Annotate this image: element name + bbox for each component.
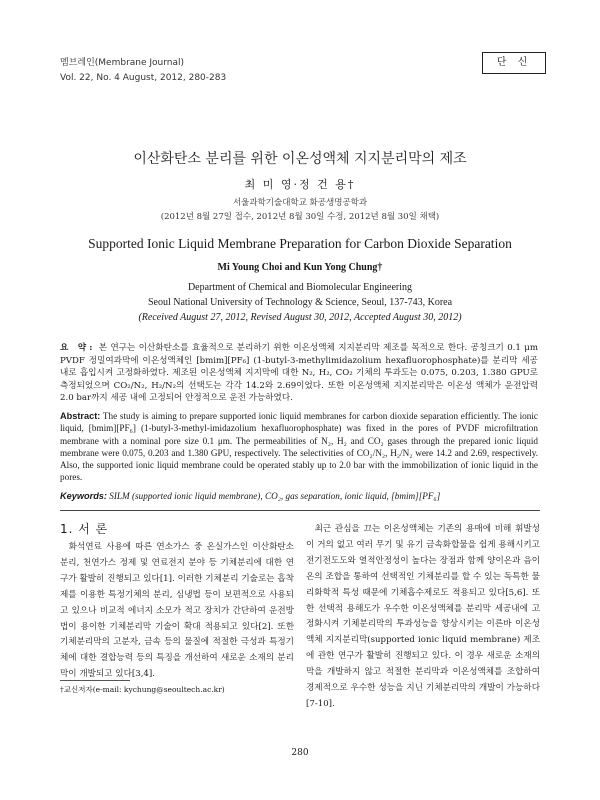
received-dates: (Received August 27, 2012, Revised August 30, 2012, Accepted August 30, 2012) <box>138 312 462 323</box>
korean-title: 이산화탄소 분리를 위한 이온성액체 지지분리막의 제조 <box>133 151 467 167</box>
english-affiliation-block <box>0 280 600 325</box>
section-heading-introduction: 1. 서 론 <box>60 522 109 536</box>
english-title: Supported Ionic Liquid Membrane Preparation for Carbon Dioxide Separation <box>88 236 512 251</box>
intro-paragraph-2: 최근 관심을 끄는 이온성액체는 기존의 용매에 비해 휘발성이 거의 없고 여러 무기 및 유기 금속화합물을 쉽게 용해시키고 전기전도도와 열적안정성이 높다는 장점과 함께 양이온과 음이온의 조합을 통하여 선택적인 기체분리를 할 수 있는 독특한 물리화학적 특성 때문에 기체흡수제로도 적용되고 있다[5,6]. 또한 선택적 용해도가 우수한 이온성액체를 분리막 세공내에 고정화시켜 기체분리막의 투과성능을 향상시키는 이른바 이온성액체 지지분리막(supported ionic liquid membrane) 제조에 관한 연구가 활발히 진행되고 있다. 이 경우 새로운 소재의 막을 개발하지 않고 적절한 분리막과 이온성액체를 조합하여 경제적으로 우수한 성능을 지닌 기체분리막의 개발이 가능하다[7-10]. <box>306 524 540 709</box>
korean-dates: (2012년 8월 27일 접수, 2012년 8월 30일 수정, 2012년 8월 30일 채택) <box>160 212 440 222</box>
english-university: Seoul National University of Technology & Science, Seoul, 137-743, Korea <box>147 297 453 308</box>
footnote-divider <box>60 680 130 681</box>
page-number: 280 <box>291 748 309 758</box>
korean-abstract-label: 요 약: <box>60 343 96 353</box>
english-abstract-text: The study is aiming to prepare supported ionic liquid membranes for carbon dioxide separation efficiently. The ionic liquid, [bmim][PF₆] (1-butyl-3-methyl-imidazolium hexafluorophosphate) was fixed in the pores of PVDF microfiltration membrane with a nominal pore size 0.1 μm. The permeabilities of N₂, H₂ and CO₂ gases through the prepared ionic liquid membrane were 0.075, 0.203 and 1.380 GPU, respectively. The selectivities of CO₂/N₂, H₂/N₂ were 14.2 and 2.69, respectively. Also, the supported ionic liquid membrane could be operated stably up to 2.0 bar with the immobilization of ionic liquid in the pores. <box>60 411 538 483</box>
abstract-divider <box>60 510 540 511</box>
english-department: Department of Chemical and Biomolecular Engineering <box>187 282 413 293</box>
body-column-right <box>306 522 540 713</box>
korean-authors: 최 미 영·정 건 용† <box>244 178 356 191</box>
keywords-text: SILM (supported ionic liquid membrane), CO₂, gas separation, ionic liquid, [bmim][PF₆] <box>109 491 441 501</box>
korean-abstract-text: 본 연구는 이산화탄소를 효율적으로 분리하기 위한 이온성액체 지지분리막 제조를 목적으로 한다. 공칭크기 0.1 μm PVDF 정밀여과막에 이온성액체인 [bmim][PF₆] (1-butyl-3-methylimidazolium hexafluorophosphate)를 분리막 세공 내로 흡입시켜 고정화하였다. 제조된 이온성액체 지지막에 대한 N₂, H₂, CO₂ 기체의 투과도는 0.075, 0.203, 1.380 GPU로 측정되었으며 CO₂/N₂, H₂/N₂의 선택도는 각각 14.2와 2.69이었다. 또한 이온성액체 지지분리막은 이온성 액체가 운전압력 2.0 bar까지 세공 내에 고정되어 안정적으로 운전 가능하였다. <box>60 343 538 403</box>
journal-name: 멤브레인(Membrane Journal) <box>60 58 185 68</box>
journal-header <box>60 56 226 86</box>
keywords-label: Keywords: <box>60 491 107 501</box>
section-badge: 단 신 <box>482 52 546 74</box>
korean-affiliation: 서울과학기술대학교 화공생명공학과 <box>232 198 368 208</box>
english-authors: Mi Young Choi and Kun Yong Chung† <box>217 262 383 273</box>
body-column-left <box>60 540 294 683</box>
english-abstract <box>60 410 538 484</box>
corresponding-author-footnote: †교신저자(e-mail: kychung@seoultech.ac.kr) <box>60 685 225 694</box>
keywords <box>60 491 538 501</box>
korean-affiliation-block <box>0 196 600 224</box>
intro-paragraph-1: 화석연료 사용에 따른 연소가스 중 온실가스인 이산화탄소 분리, 천연가스 정제 및 연료전지 분야 등 기체분리에 대한 연구가 활발히 진행되고 있다[1]. 이러한 기체분리 기술로는 흡착제를 이용한 특정기체의 분리, 심냉법 등이 보편적으로 사용되고 있으나 비교적 에너지 소모가 적고 장치가 간단하여 운전방법이 용이한 기체분리막 기술이 확대 적용되고 있다[2]. 또한 기체분리막의 고분자, 금속 등의 물질에 적절한 극성과 특정기체에 대한 결합능력 등의 특징을 개선하여 새로운 소재의 분리막이 개발되고 있다[3,4]. <box>60 542 294 680</box>
volume-info: Vol. 22, No. 4 August, 2012, 280-283 <box>60 73 227 83</box>
korean-abstract <box>60 342 538 405</box>
english-abstract-label: Abstract: <box>60 411 101 421</box>
